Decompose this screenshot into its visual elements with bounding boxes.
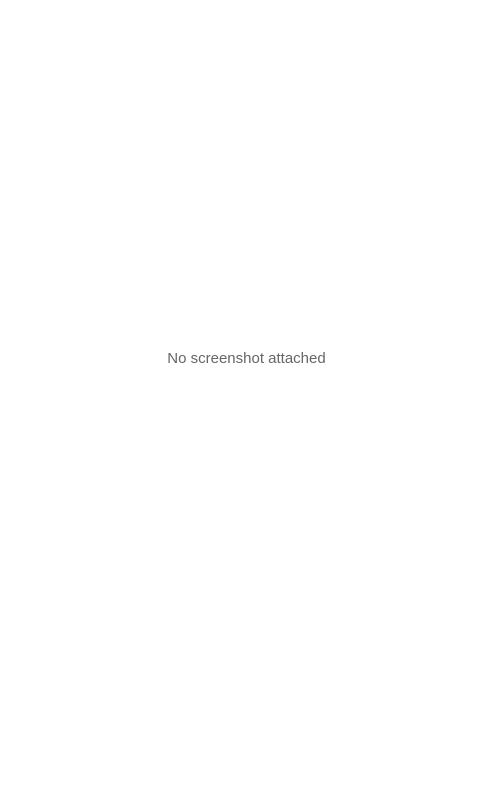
missing-image-notice: No screenshot attached — [167, 350, 326, 367]
